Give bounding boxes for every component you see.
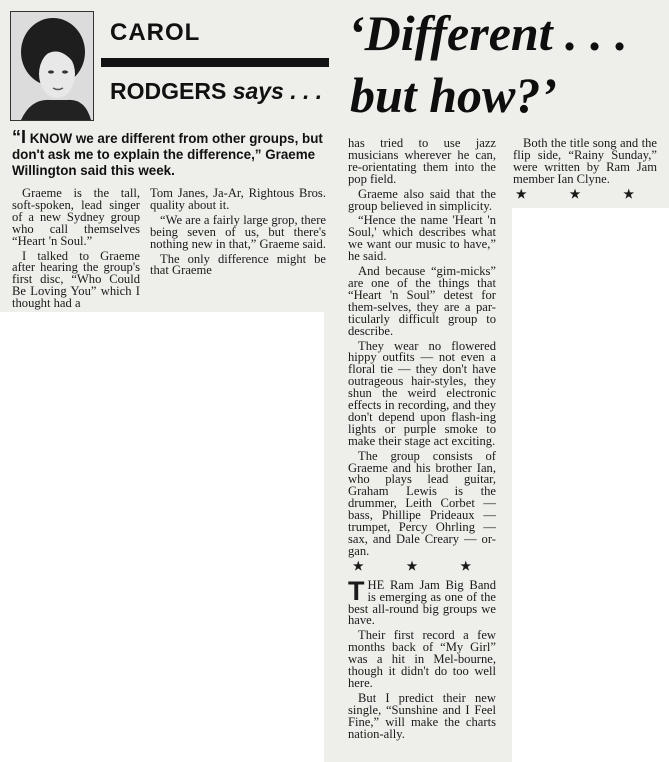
col1-paragraph: I talked to Graeme after hearing the group's first disc, “Who Could Be Loving You” which I thought had a [12, 248, 140, 311]
columnist-photo [10, 11, 94, 121]
byline-rule [101, 58, 329, 67]
col3-paragraph: Their first record a few months back of “My Girl” was a hit in Mel-bourne, though it didn't do too well here. [348, 628, 496, 690]
byline-says: says . . . [232, 78, 323, 104]
page-blank-area [512, 208, 669, 312]
lead-text: KNOW we are different from other groups, but don't ask me to explain the difference,” Graeme Willington said this week. [12, 131, 323, 178]
portrait-photo-icon [11, 12, 93, 120]
body-column-3 [348, 138, 496, 744]
col3-paragraph: The group consists of Graeme and his brother Ian, who plays lead guitar, Graham Lewis is the drummer, Leith Corbet — bass, Phillipe Prideaux — trumpet, Percy Ohrling — sax, and Dale Creary — or-gan. [348, 448, 496, 558]
section-2-dropcap: T [348, 575, 365, 606]
col2-paragraph: The only difference might be that Graeme [150, 251, 326, 278]
col3-paragraph: has tried to use jazz musicians wherever he can, re-orientating them into the pop field. [348, 136, 496, 186]
headline-line-2: but how?’ [350, 67, 558, 123]
col1-paragraph: Graeme is the tall, soft-spoken, lead singer of a new Sydney group who call themselves “Heart 'n Soul.” [12, 186, 140, 248]
body-column-1 [12, 188, 140, 313]
byline-last-name [110, 78, 322, 105]
col4-paragraph: Both the title song and the flip side, “Rainy Sunday,” were written by Ram Jam member Ian Clyne. [513, 136, 657, 186]
body-column-2 [150, 188, 326, 280]
col3-paragraph: They wear no flowered hippy outfits — not even a floral tie — they don't have outrageous hair-styles, they shun the weird electronic effects in recording, and they don't depend upon flash-ing lights or purple smoke to make their stage act exciting. [348, 338, 496, 448]
body-column-4 [513, 138, 657, 208]
headline-line-1: ‘Different . . . [348, 5, 628, 61]
lead-paragraph [12, 129, 334, 179]
byline-first-name: CAROL [110, 19, 201, 46]
col3-section-2-first [348, 575, 496, 628]
col3-paragraph: But I predict their new single, “Sunshine and I Feel Fine,” will make the charts nation-ally. [348, 690, 496, 741]
section-2-first-text: HE Ram Jam Big Band is emerging as one of the best all-round big groups we have. [348, 577, 496, 628]
lead-dropcap: “I [12, 127, 27, 147]
end-stars: ★ ★ ★ [515, 186, 655, 201]
section-divider-stars: ★ ★ ★ [352, 558, 492, 573]
col2-paragraph: Tom Janes, Ja-Ar, Rightous Bros. quality about it. [150, 186, 326, 212]
byline-surname: RODGERS [110, 78, 227, 104]
col3-paragraph: And because “gim-micks” are one of the things that “Heart 'n Soul” detest for them-selves, they are a par-ticularly difficult group to describe. [348, 264, 496, 338]
col2-paragraph: “We are a fairly large grop, there being seven of us, but there's nothing new in that,” Graeme said. [150, 212, 326, 251]
col3-paragraph: Graeme also said that the group believed in simplicity. [348, 186, 496, 213]
col3-paragraph: “Hence the name 'Heart 'n Soul,' which describes what we want our music to have,” he said. [348, 213, 496, 264]
